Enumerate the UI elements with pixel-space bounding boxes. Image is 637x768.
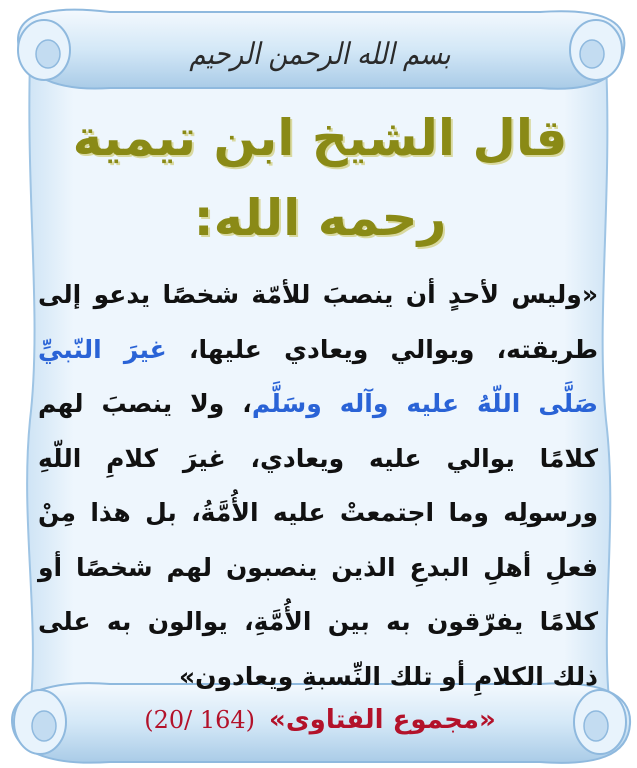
quote-part-1: «وليس لأحدٍ أن ينصبَ للأمّة شخصًا يدعو إلى طريقته، ويوالي ويعادي عليها، <box>38 280 598 364</box>
heading-line-2: رحمه الله: <box>193 189 447 247</box>
source-citation <box>100 700 540 740</box>
quote-part-2: ، ولا ينصبَ لهم كلامًا يوالي عليه ويعادي، غيرَ كلامِ اللّهِ ورسولِه وما اجتمعتْ عليه الأُمَّةُ، بل هذا مِنْ فعلِ أهلِ البدعِ الذين ينصبون لهم شخصًا أو كلامًا يفرّقون به بين الأُمَّةِ، يوالون به على ذلك الكلامِ أو تلك النِّسبةِ ويعادون» <box>38 389 598 691</box>
heading-line-1: قال الشيخ ابن تيمية <box>72 109 568 167</box>
source-book-title: «مجموع الفتاوى» <box>269 705 496 735</box>
basmala-calligraphy: بسم الله الرحمن الرحيم <box>189 37 451 73</box>
quote-highlight-prophet: غيرَ النّبيِّ صَلَّى اللّهُ عليه وآله وسَلَّم <box>38 334 598 418</box>
quote-text <box>38 268 598 704</box>
source-reference: (20/ 164) <box>144 706 256 734</box>
